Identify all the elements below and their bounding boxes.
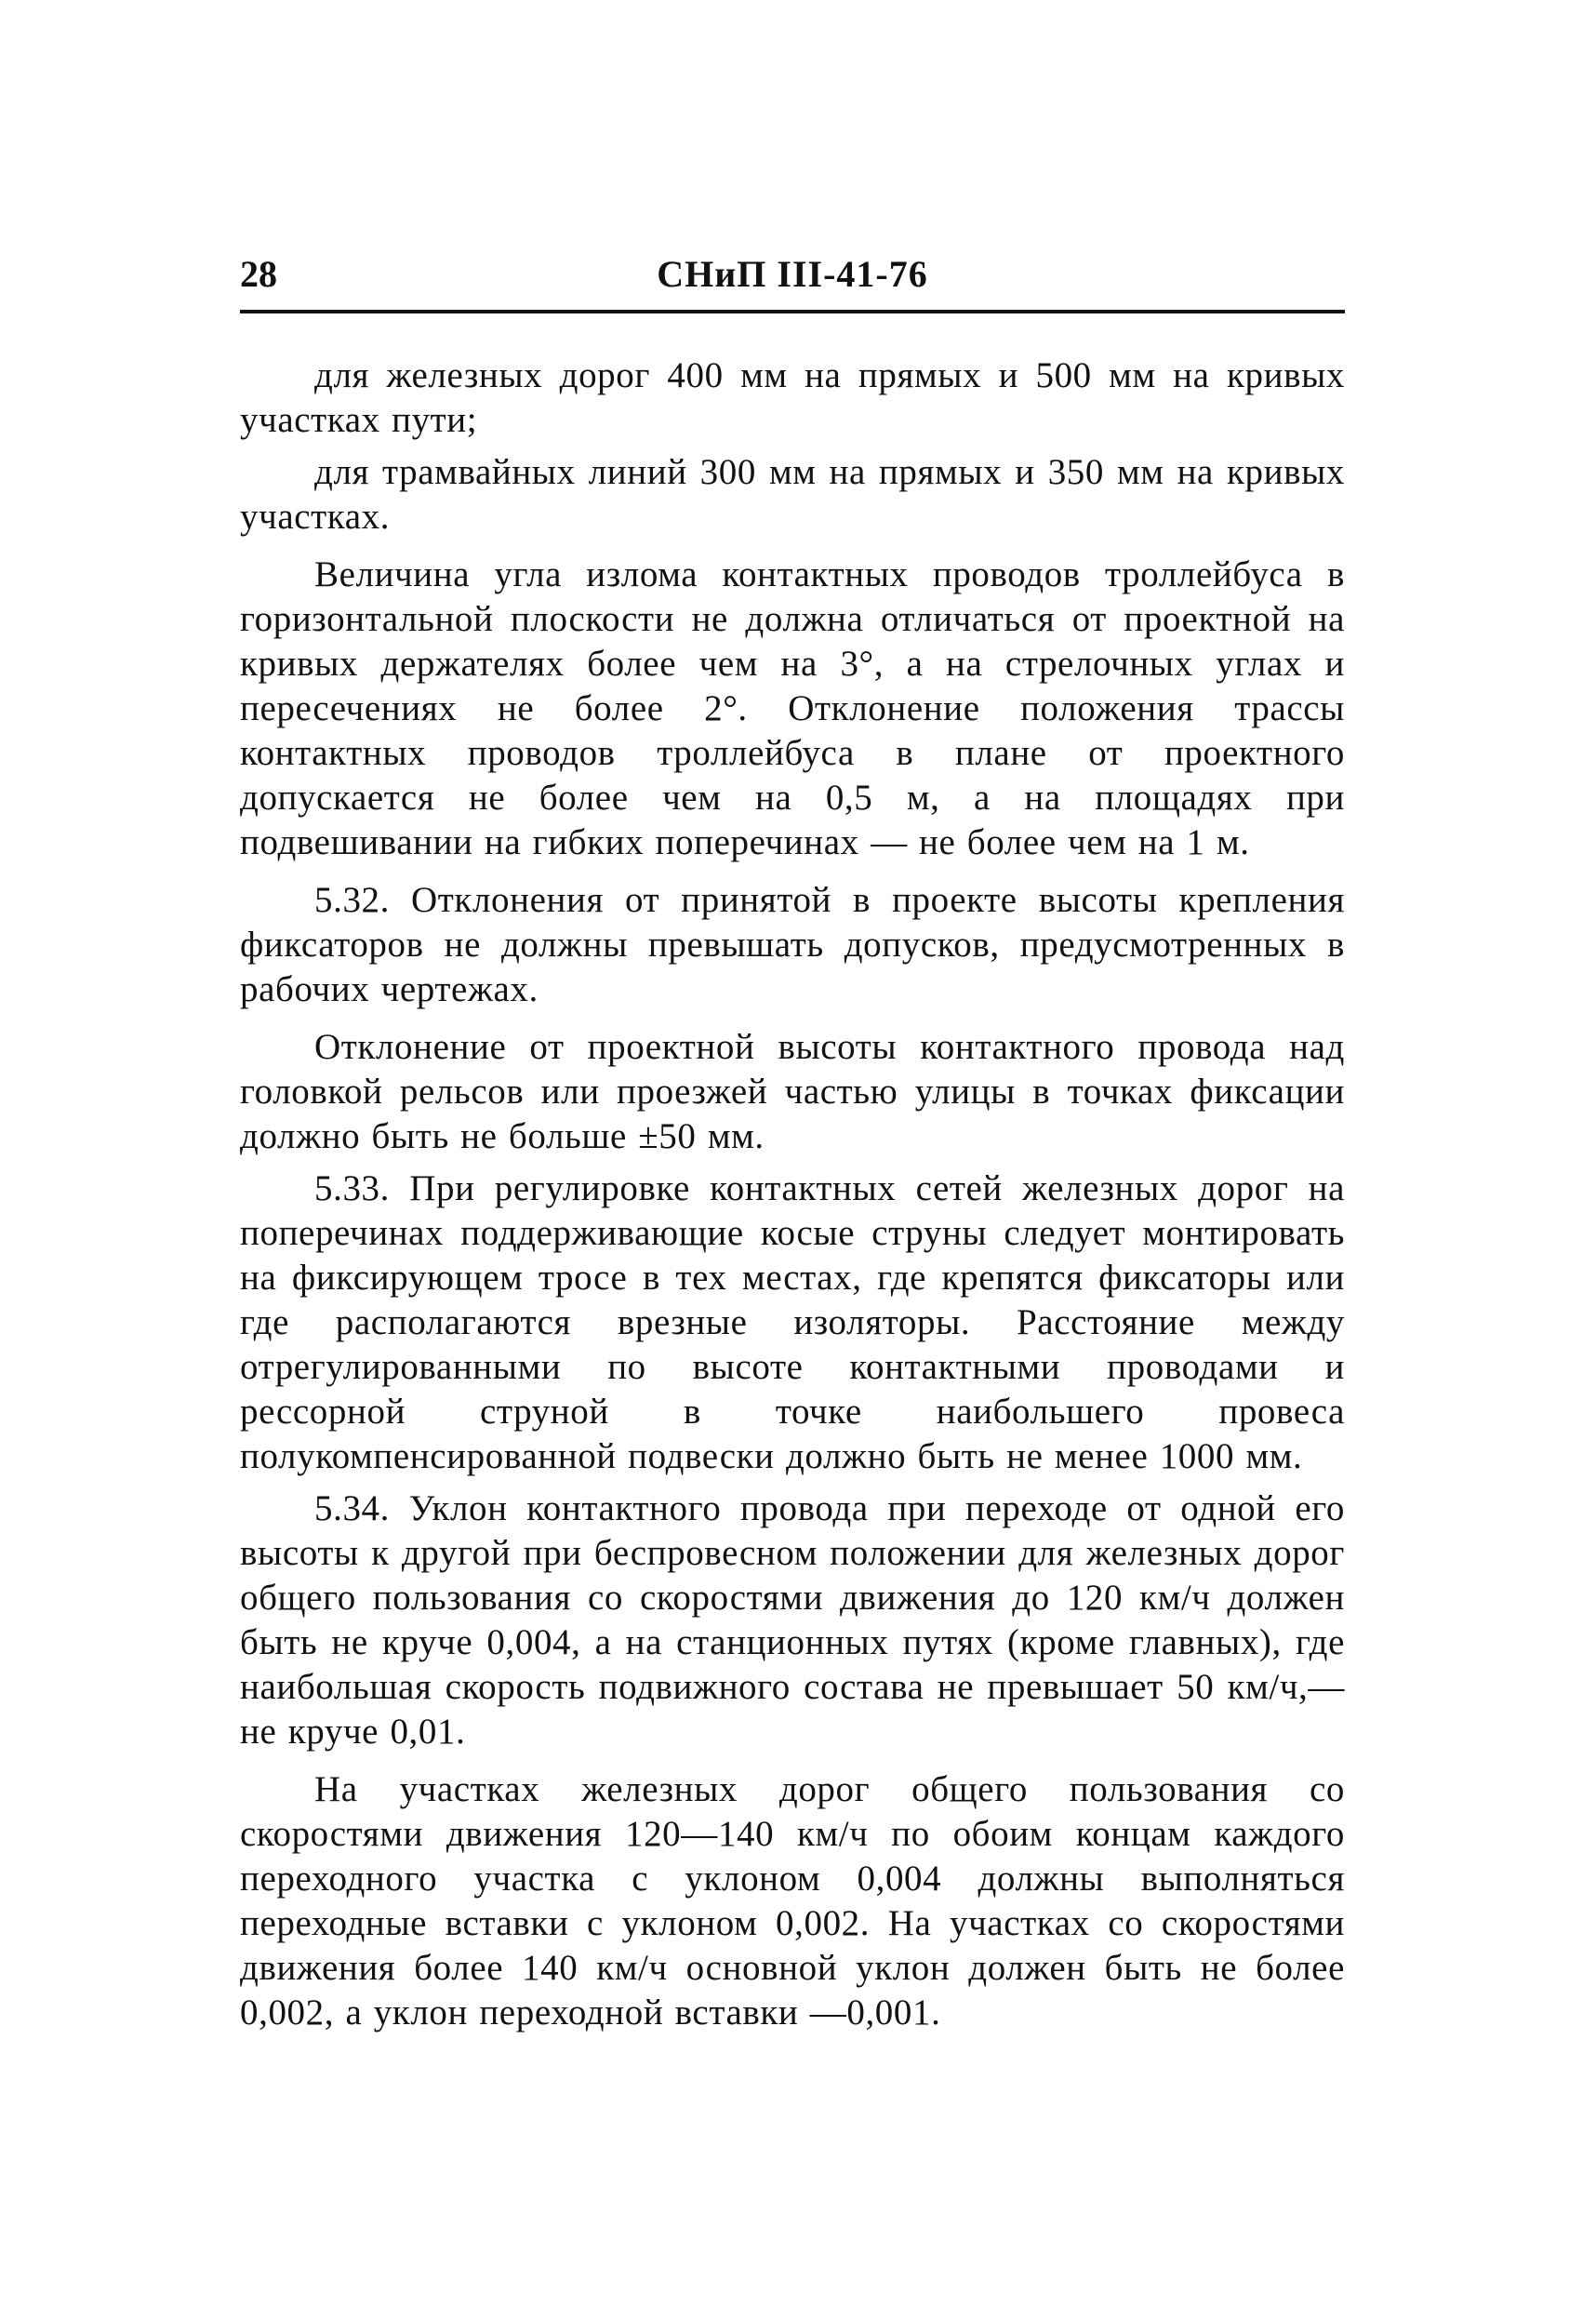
paragraph: Величина угла излома контактных проводов троллейбуса в горизонтальной плоскости не должна отличаться от проектной на кривых держателях более чем на 3°, а на стрелочных углах и пересечениях не более 2°. Отклонение положения трассы контактных проводов троллейбуса в плане от проектного допускается не более чем на 0,5 м, а на площадях при подвешивании на гибких поперечинах — не более чем на 1 м. (240, 554, 1345, 862)
document-code: СНиП III-41-76 (657, 253, 928, 295)
paragraph: 5.32. Отклонения от принятой в проекте высоты крепления фиксаторов не должны превышать допусков, предусмотренных в рабочих чертежах. (240, 880, 1345, 1009)
header-rule (240, 310, 1345, 313)
paragraph: На участках железных дорог общего пользования со скоростями движения 120—140 км/ч по обоим концам каждого переходного участка с уклоном 0,004 должны выполняться переходные вставки с уклоном 0,002. На участках со скоростями движения более 140 км/ч основной уклон должен быть не более 0,002, а уклон переходной вставки —0,001. (240, 1769, 1345, 2033)
paragraph: 5.33. При регулировке контактных сетей железных дорог на поперечинах поддерживающие косые струны следует монтировать на фиксирующем тросе в тех местах, где крепятся фиксаторы или где располагаются врезные изоляторы. Расстояние между отрегулированными по высоте контактными проводами и рессорной струной в точке наибольшего провеса полукомпенсированной подвески должно быть не менее 1000 мм. (240, 1168, 1345, 1476)
body-text (240, 353, 1345, 2048)
paragraph: Отклонение от проектной высоты контактного провода над головкой рельсов или проезжей частью улицы в точках фиксации должно быть не больше ±50 мм. (240, 1027, 1345, 1156)
paragraph: 5.34. Уклон контактного провода при переходе от одной его высоты к другой при беспровесном положении для железных дорог общего пользования со скоростями движения до 120 км/ч должен быть не круче 0,004, а на станционных путях (кроме главных), где наибольшая скорость подвижного состава не превышает 50 км/ч,— не круче 0,01. (240, 1488, 1345, 1752)
page-number: 28 (240, 253, 277, 295)
page-header (240, 251, 1345, 307)
paragraph: для железных дорог 400 мм на прямых и 500 мм на кривых участках пути; (240, 355, 1345, 440)
paragraph: для трамвайных линий 300 мм на прямых и 350 мм на кривых участках. (240, 452, 1345, 537)
